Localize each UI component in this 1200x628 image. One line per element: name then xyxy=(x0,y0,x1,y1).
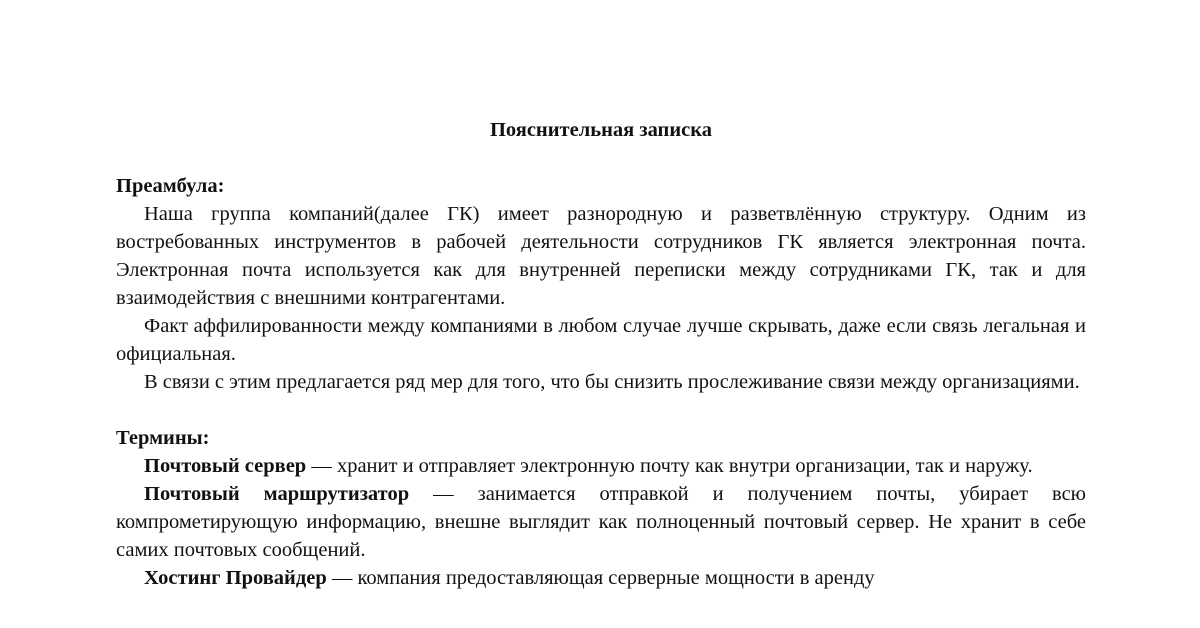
term-text: — хранит и отправляет электронную почту как внутри организации, так и наружу. xyxy=(306,455,1033,477)
paragraph: Наша группа компаний(далее ГК) имеет разнородную и разветвлённую структуру. Одним из востребованных инструментов в рабочей деятельности сотрудников ГК является электронная почта. Электронная почта используется как для внутренней переписки между сотрудниками ГК, так и для взаимодействия с внешними контрагентами. xyxy=(116,203,1086,309)
term-text: — компания предоставляющая серверные мощности в аренду xyxy=(326,567,875,589)
section-preamble xyxy=(116,172,1086,396)
spacer xyxy=(116,396,1086,424)
term-name: Хостинг Провайдер xyxy=(144,567,327,589)
term-name: Почтовый сервер xyxy=(144,455,307,477)
paragraph: В связи с этим предлагается ряд мер для того, что бы снизить прослеживание связи между организациями. xyxy=(144,371,1080,393)
document-page xyxy=(116,116,1086,592)
term-name: Почтовый маршрутизатор xyxy=(144,483,410,505)
term-definition xyxy=(116,564,1086,592)
section-heading: Преамбула: xyxy=(116,175,225,197)
document-title: Пояснительная записка xyxy=(489,119,713,141)
term-definition xyxy=(116,452,1086,480)
section-terms xyxy=(116,424,1086,592)
term-text: — занимается отправкой и получением почты, убирает всю компрометирующую информацию, внешне выглядит как полноценный почтовый сервер. Не хранит в себе самих почтовых сообщений. xyxy=(116,483,1086,561)
paragraph: Факт аффилированности между компаниями в любом случае лучше скрывать, даже если связь легальная и официальная. xyxy=(116,315,1086,365)
term-definition xyxy=(116,480,1086,564)
section-heading: Термины: xyxy=(116,427,210,449)
